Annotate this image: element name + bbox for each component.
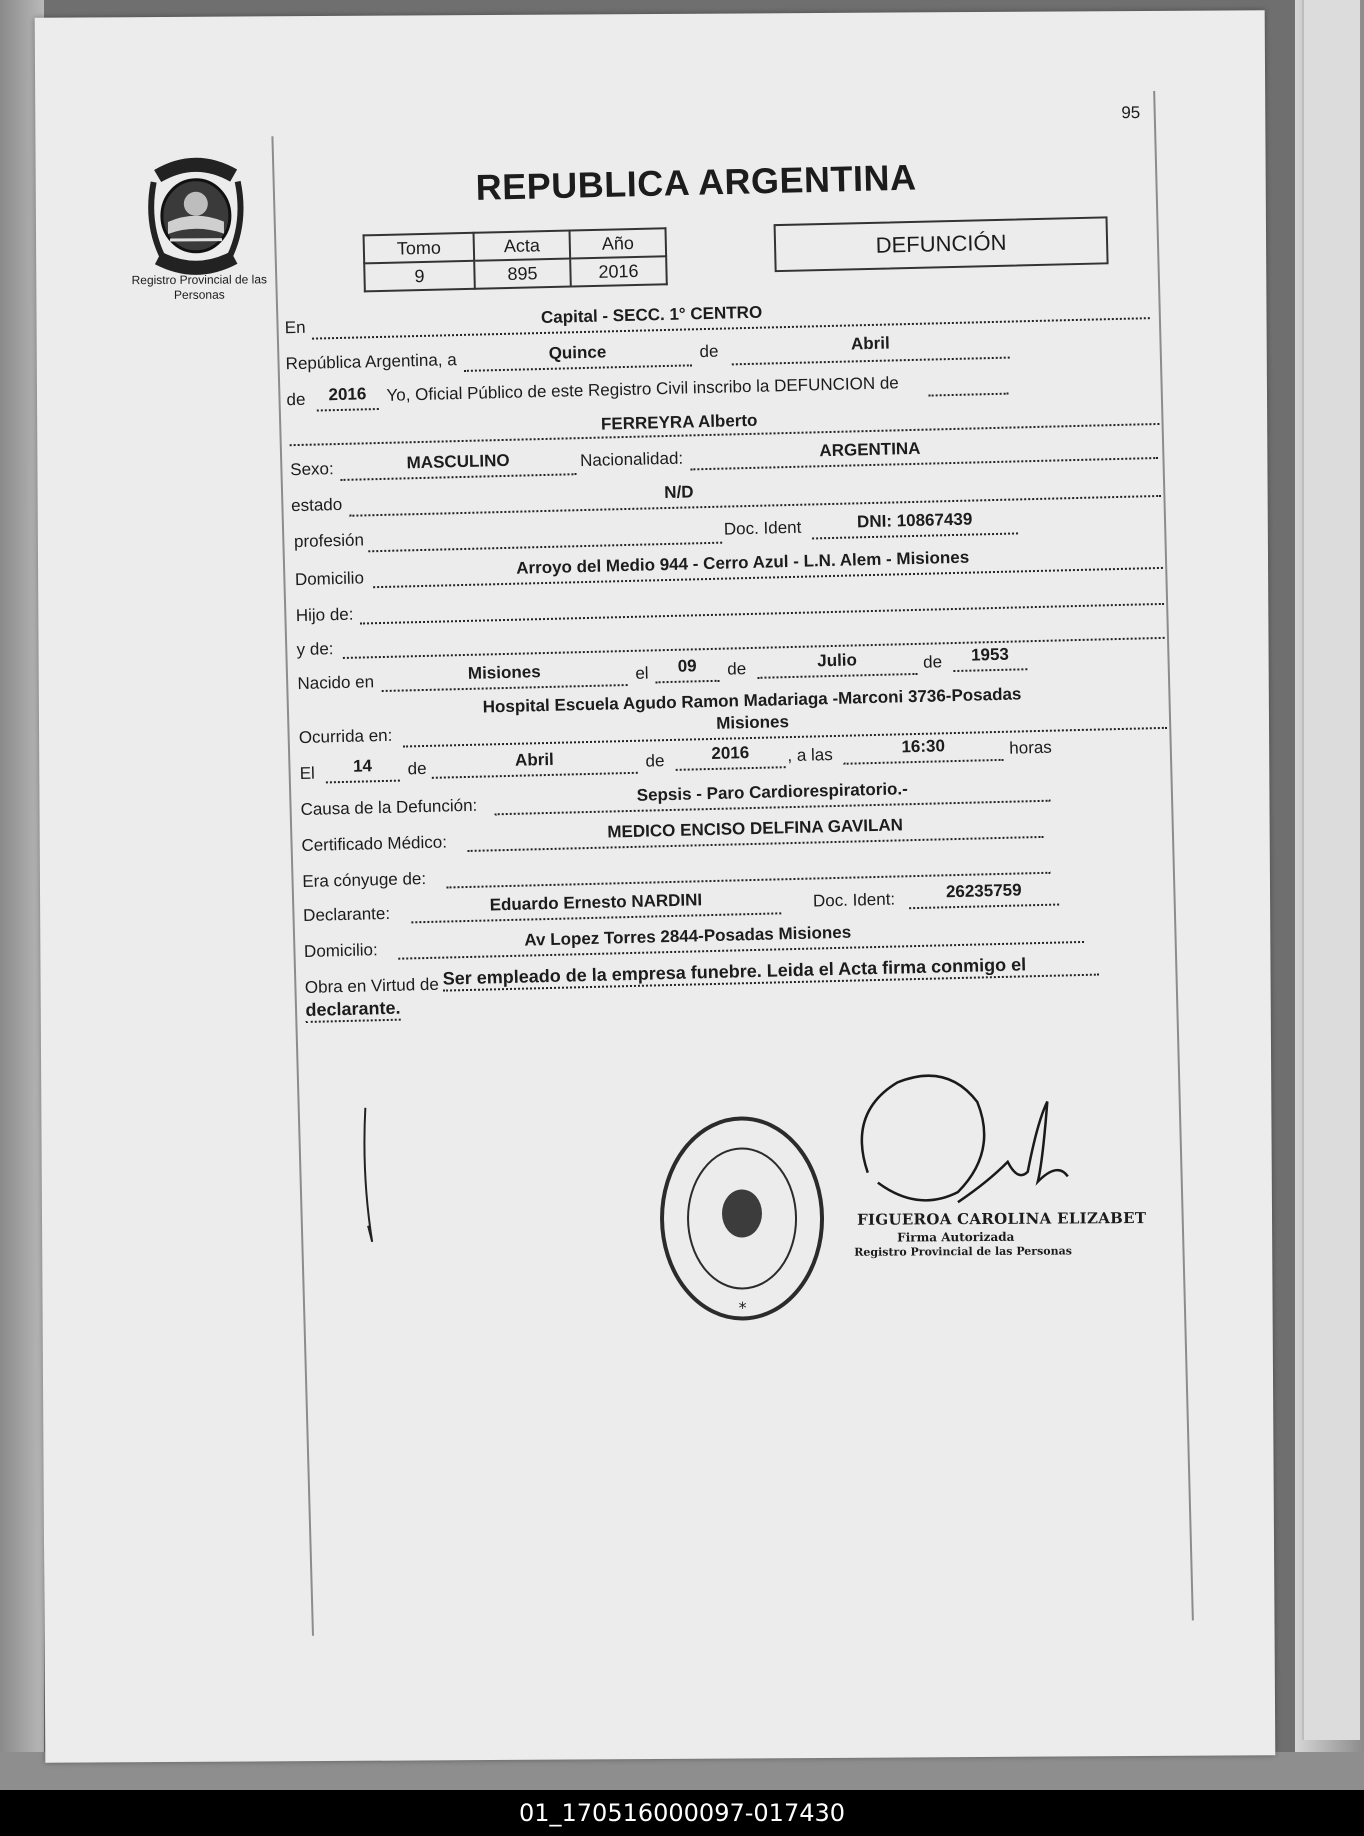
label-estado: estado xyxy=(290,494,343,516)
label-el-fecha: El xyxy=(299,763,316,784)
field-nac-dia: 09 xyxy=(677,656,697,676)
field-doc-ident: DNI: 10867439 xyxy=(856,509,973,532)
field-line xyxy=(844,759,1004,765)
field-dia: Quince xyxy=(548,342,607,363)
field-line xyxy=(812,532,1018,539)
field-ocurrida-linea2: Misiones xyxy=(715,712,790,733)
field-anio: 2016 xyxy=(328,384,367,405)
field-mes: Abril xyxy=(850,333,890,354)
label-obra: Obra en Virtud de xyxy=(304,974,439,997)
label-de: de xyxy=(922,652,943,672)
handwritten-signature xyxy=(837,1061,1098,1223)
field-nombre: FERREYRA Alberto xyxy=(600,410,758,434)
label-horas: horas xyxy=(1009,737,1053,758)
field-line xyxy=(757,673,917,679)
label-el: el xyxy=(635,663,649,683)
label-de: de xyxy=(699,341,719,362)
field-declarante-domicilio: Av Lopez Torres 2844-Posadas Misiones xyxy=(524,922,852,950)
register-value-anio: 2016 xyxy=(570,256,667,286)
label-certificado: Certificado Médico: xyxy=(301,832,448,856)
death-certificate-page xyxy=(35,10,1276,1762)
field-domicilio: Arroyo del Medio 944 - Cerro Azul - L.N. Alem - Misiones xyxy=(515,547,970,578)
label-conyuge: Era cónyuge de: xyxy=(302,869,427,892)
label-doc-ident-declarante: Doc. Ident: xyxy=(812,889,896,911)
label-yo-oficial: Yo, Oficial Público de este Registro Civil inscribo la DEFUNCION de xyxy=(386,373,899,405)
field-line xyxy=(382,684,628,692)
label-en: En xyxy=(284,317,306,338)
label-de: de xyxy=(727,659,747,679)
page-number: 95 xyxy=(1121,103,1141,123)
svg-text:*: * xyxy=(738,1298,747,1318)
label-hijo-de: Hijo de: xyxy=(295,604,354,626)
register-header-tomo: Tomo xyxy=(364,233,475,264)
field-line xyxy=(676,766,786,771)
label-ocurrida-en: Ocurrida en: xyxy=(298,725,393,748)
field-obra-linea1: Ser empleado de la empresa funebre. Leida el Acta firma conmigo el xyxy=(442,953,1098,992)
field-def-mes: Abril xyxy=(514,749,555,770)
register-value-acta: 895 xyxy=(474,259,571,289)
field-nac-anio: 1953 xyxy=(970,644,1010,665)
label-de: de xyxy=(286,389,306,410)
label-de: de xyxy=(645,751,665,771)
field-line xyxy=(929,393,1009,397)
field-line xyxy=(360,603,1164,625)
field-line xyxy=(368,542,722,553)
label-domicilio-declarante: Domicilio: xyxy=(303,940,378,961)
register-header-anio: Año xyxy=(569,228,666,258)
label-sexo: Sexo: xyxy=(290,459,334,480)
label-declarante: Declarante: xyxy=(302,903,391,926)
margin-pen-mark xyxy=(359,1106,390,1246)
signatory-role: Firma Autorizada xyxy=(897,1229,1015,1245)
field-line xyxy=(909,904,1059,910)
field-sexo: MASCULINO xyxy=(406,450,510,473)
register-value-tomo: 9 xyxy=(364,261,475,292)
label-doc-ident: Doc. Ident xyxy=(723,517,802,539)
registry-office-caption: Registro Provincial de las Personas xyxy=(131,272,268,302)
document-title: REPUBLICA ARGENTINA xyxy=(475,156,917,208)
act-type-box: DEFUNCIÓN xyxy=(774,216,1109,272)
field-obra-linea2: declarante. xyxy=(305,998,401,1023)
field-profesion xyxy=(368,518,722,527)
label-nacionalidad: Nacionalidad: xyxy=(579,448,684,471)
label-domicilio: Domicilio xyxy=(294,568,365,590)
signatory-office: Registro Provincial de las Personas xyxy=(854,1244,1072,1259)
field-declarante-doc: 26235759 xyxy=(945,880,1022,902)
label-causa: Causa de la Defunción: xyxy=(300,795,478,820)
field-def-anio: 2016 xyxy=(711,743,750,763)
field-def-hora: 16:30 xyxy=(901,736,946,757)
field-line xyxy=(317,408,379,412)
signatory-name: FIGUEROA CAROLINA ELIZABET xyxy=(856,1209,1147,1229)
field-declarante: Eduardo Ernesto NARDINI xyxy=(489,890,703,915)
official-stamp xyxy=(655,1113,828,1324)
field-line xyxy=(341,473,577,481)
adjacent-page xyxy=(1302,0,1360,1740)
field-y-de xyxy=(342,615,1062,633)
field-def-dia: 14 xyxy=(352,756,373,776)
field-line xyxy=(732,357,1010,366)
field-line xyxy=(464,364,692,372)
field-certificado: MEDICO ENCISO DELFINA GAVILAN xyxy=(607,815,904,842)
field-line xyxy=(432,772,638,779)
field-line xyxy=(343,637,1165,659)
label-republica: República Argentina, a xyxy=(285,350,457,374)
label-y-de: y de: xyxy=(296,639,334,660)
label-nacido-en: Nacido en xyxy=(297,672,375,694)
field-ocurrida-linea1: Hospital Escuela Agudo Ramon Madariaga -Marconi 3736-Posadas xyxy=(482,684,1022,717)
field-causa: Sepsis - Paro Cardiorespiratorio.- xyxy=(636,779,909,805)
label-a-las: , a las xyxy=(787,745,833,766)
field-nac-mes: Julio xyxy=(817,650,858,671)
field-nacido-en: Misiones xyxy=(467,662,541,683)
field-nacionalidad: ARGENTINA xyxy=(819,438,921,461)
field-lugar: Capital - SECC. 1° CENTRO xyxy=(540,302,763,328)
register-header-acta: Acta xyxy=(474,231,571,261)
certificate-form xyxy=(29,0,1301,1767)
field-line xyxy=(953,668,1027,672)
label-de: de xyxy=(407,758,427,779)
label-profesion: profesión xyxy=(293,530,365,552)
field-line xyxy=(326,780,400,784)
field-line xyxy=(656,680,720,684)
scan-file-id: 01_170516000097-017430 xyxy=(0,1790,1364,1836)
field-estado: N/D xyxy=(664,482,694,503)
